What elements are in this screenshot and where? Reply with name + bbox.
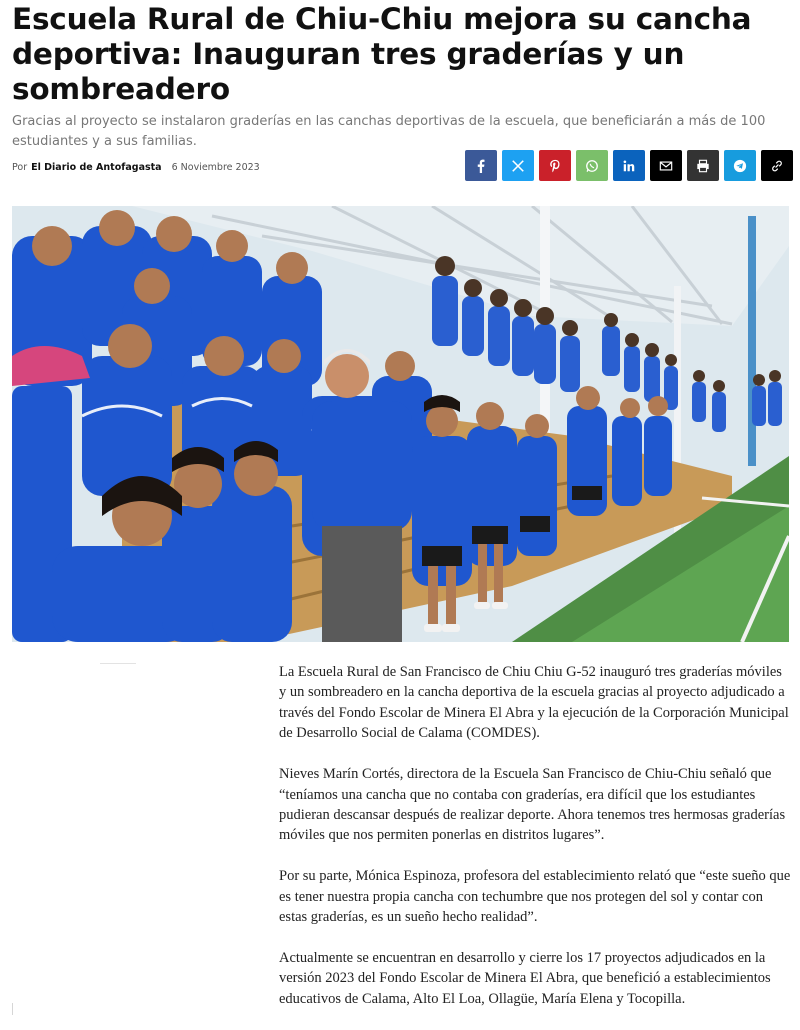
article-paragraph: Nieves Marín Cortés, directora de la Escuela San Francisco de Chiu-Chiu señaló que “teníamos una cancha que no contaba con graderías, era difícil que los estudiantes pudieran descansar después de realizar deporte. Ahora tenemos tres hermosas graderías móviles que nos permiten ponerlas en distritos lugares”. [279,766,786,844]
linkedin-icon [622,159,636,173]
whatsapp-icon [585,159,599,173]
pinterest-icon [548,159,562,173]
article-title: Escuela Rural de Chiu-Chiu mejora su cancha deportiva: Inauguran tres graderías y un sombreadero [12,2,752,106]
print-share-button[interactable] [687,150,719,181]
email-share-button[interactable] [650,150,682,181]
facebook-share-button[interactable] [465,150,497,181]
sidebar-divider [100,663,136,664]
linkedin-share-button[interactable] [613,150,645,181]
article-subtitle: Gracias al proyecto se instalaron graderías en las canchas deportivas de la escuela, que beneficiarán a más de 100 estudiantes y a sus familias. [12,114,766,149]
link-icon [770,159,784,173]
whatsapp-share-button[interactable] [576,150,608,181]
byline [12,159,260,175]
article-paragraph: Por su parte, Mónica Espinoza, profesora del establecimiento relató que “este sueño que es tener nuestra propia cancha con techumbre que nos protegen del sol y contar con estas graderías, es un sueño hecho realidad”. [279,868,791,926]
x-icon [511,159,525,173]
share-bar [465,150,793,181]
article-body [279,662,791,1030]
telegram-share-button[interactable] [724,150,756,181]
telegram-icon [733,159,747,173]
byline-label: Por [12,161,28,173]
sidebar-edge-mark [12,1003,13,1015]
copy-link-share-button[interactable] [761,150,793,181]
publish-date: 6 Noviembre 2023 [171,161,260,173]
pinterest-share-button[interactable] [539,150,571,181]
author-link[interactable]: El Diario de Antofagasta [31,161,162,173]
x-share-button[interactable] [502,150,534,181]
print-icon [696,159,710,173]
article-paragraph: La Escuela Rural de San Francisco de Chiu Chiu G-52 inauguró tres graderías móviles y un sombreadero en la cancha deportiva de la escuela gracias al proyecto adjudicado a través del Fondo Escolar de Minera El Abra y la ejecución de la Corporación Municipal de Desarrollo Social de Calama (COMDES). [279,664,789,742]
article-paragraph: Actualmente se encuentran en desarrollo y cierre los 17 proyectos adjudicados en la versión 2023 del Fondo Escolar de Minera El Abra, que benefició a establecimientos educativos de Calama, Alto El Loa, Ollagüe, María Elena y Tocopilla. [279,949,771,1007]
article-photo [12,206,789,642]
email-icon [659,159,673,173]
facebook-icon [474,159,488,173]
